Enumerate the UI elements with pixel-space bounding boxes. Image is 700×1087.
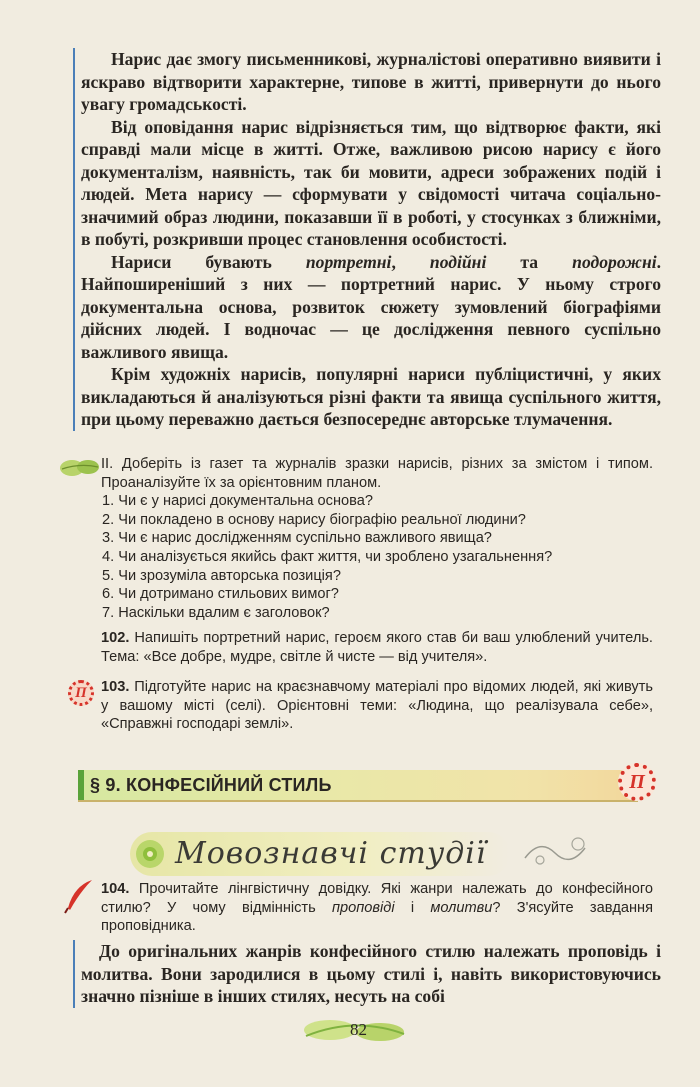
section-badge-letter: П <box>629 771 645 793</box>
studies-banner <box>130 832 510 876</box>
linguistic-note-paragraph <box>81 940 661 1008</box>
task-104-text-a: Прочитайте лінгвістичну довідку. Які жанри належать до конфесійного стилю? У чому відмінність <box>101 881 653 916</box>
p3-sep2: та <box>486 251 573 272</box>
task-104-em-prayer: молитви <box>430 899 493 916</box>
final-sermon: проповідь <box>567 941 648 961</box>
task-103-number: 103. <box>101 679 130 695</box>
section-title: § 9. КОНФЕСІЙНИЙ СТИЛЬ <box>90 775 332 795</box>
flower-icon <box>132 836 168 872</box>
p3-sep1: , <box>391 251 430 272</box>
plan-item: 5. Чи зрозуміла авторська позиція? <box>102 567 341 584</box>
task-102 <box>101 629 653 666</box>
plan-item: 1. Чи є у нарисі документальна основа? <box>102 493 373 510</box>
plan-item: 2. Чи покладено в основу нарису біографію реальної людини? <box>102 511 526 528</box>
theory-paragraph-4: Крім художніх нарисів, популярні нариси публіцистичні, у яких викладаються й аналізуються різні факти та явища суспільного життя, при цьому переважно дається безпосереднє авторське тлумачення. <box>81 364 661 429</box>
page-number: 82 <box>350 1020 367 1039</box>
banner-title: Мовознавчі студії <box>175 836 487 871</box>
theory-paragraph-3 <box>81 251 661 364</box>
p3-em-portrait: портретні <box>305 251 392 272</box>
p3-em-event: подійні <box>429 251 487 272</box>
task-104-text-b: і <box>394 899 431 916</box>
task-103-text: Підготуйте нарис на краєзнавчому матеріалі про відомих людей, які живуть у вашому місті (селі). Орієнтовні теми: «Людина, що реалізувала себе», «Справжні господарі землі». <box>101 679 653 733</box>
final-c: Вони зародилися в цьому стилі і, навіть використовуючись значно пізніше в інших стилях, несуть на собі <box>81 963 661 1006</box>
task-ii-plan <box>102 492 653 622</box>
task-104-em-sermon: проповіді <box>331 899 395 916</box>
section-stripe <box>78 770 84 800</box>
theory-paragraph-2: Від оповідання нарис відрізняється тим, що відтворює факти, які справді мали місце в житті. Отже, важливою рисою нарису є його документалізм, наявність, так би мовити, адреси зображених подій і людей. Мета нарису — сформувати у свідомості читача соціально-значимий образ людини, показавши її в роботі, у стосунках з ближніми, в побуті, розкривши процес становлення особистості. <box>81 116 661 249</box>
p3-end: . Найпоширеніший з них — портретний нарис. У ньому строго документальна основа, розвиток сюжету зумовлений біографіями дійсних людей. І водночас — це дослідження певного суспільно важливого явища. <box>81 251 662 362</box>
linguistic-note <box>73 940 661 1008</box>
theory-paragraph-1: Нарис дає змогу письменникові, журналістові оперативно виявити і яскраво відтворити характерне, типове в житті, привернути до нього увагу громадськості. <box>81 49 661 114</box>
project-badge-letter: П <box>75 685 87 701</box>
p3-start: Нариси бувають <box>111 251 306 272</box>
section-badge-icon <box>618 763 656 801</box>
leaf-icon <box>58 455 102 481</box>
plan-item: 4. Чи аналізується якийсь факт життя, чи зроблено узагальнення? <box>102 548 553 565</box>
theory-block <box>73 48 661 431</box>
final-a: До оригінальних жанрів конфесійного стилю належать <box>99 941 568 961</box>
project-badge-icon <box>68 680 94 706</box>
p3-em-travel: подорожні <box>572 251 657 272</box>
task-104-number: 104. <box>101 881 130 897</box>
task-104 <box>101 880 653 936</box>
plan-item: 3. Чи є нарис дослідженням суспільно важливого явища? <box>102 530 492 547</box>
task-104-text-c: ? З'ясуйте завдання проповідника. <box>101 899 653 935</box>
section-header <box>78 770 638 802</box>
task-103 <box>101 678 653 734</box>
plan-item: 7. Наскільки вдалим є заголовок? <box>102 604 330 621</box>
final-prayer: молитва. <box>81 963 153 984</box>
plan-item: 6. Чи дотримано стильових вимог? <box>102 586 339 603</box>
ornament-icon <box>520 828 600 872</box>
task-102-text: Напишіть портретний нарис, героєм якого став би ваш улюблений учитель. Тема: «Все добре, мудре, світле й чисте — від учителя». <box>101 630 653 665</box>
task-ii <box>101 455 653 622</box>
final-mid: і <box>647 941 661 961</box>
task-102-number: 102. <box>101 630 130 646</box>
task-ii-intro: ІІ. Доберіть із газет та журналів зразки нарисів, різних за змістом і типом. Проаналізуйте їх за орієнтовним планом. <box>101 456 653 491</box>
quill-icon <box>62 878 96 914</box>
